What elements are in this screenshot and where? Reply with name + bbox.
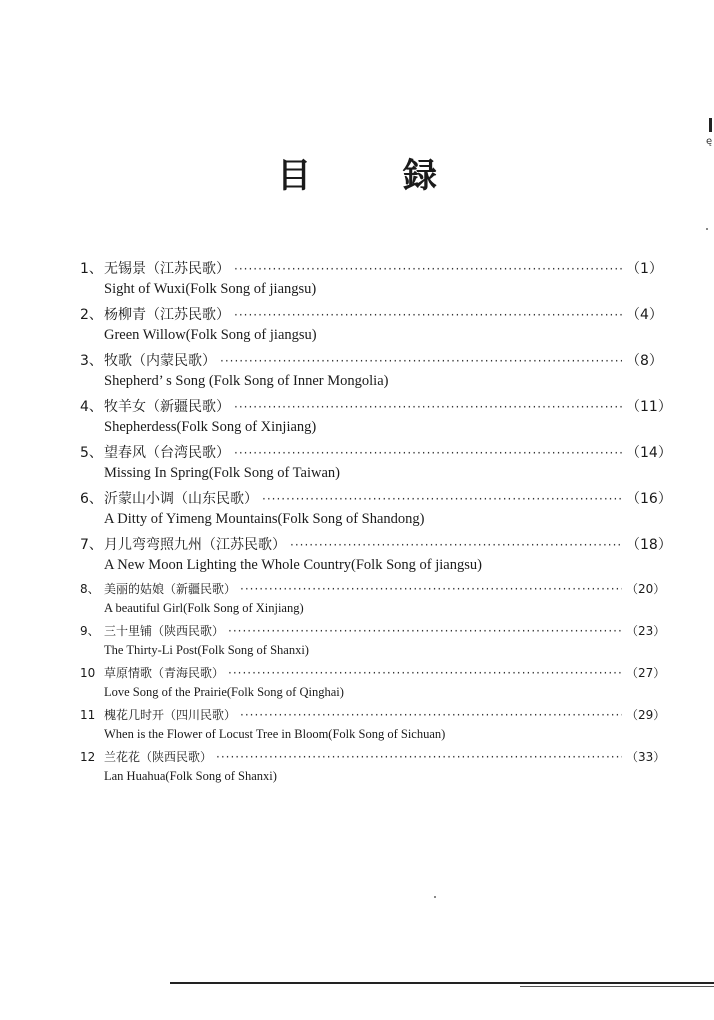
toc-entry bbox=[80, 258, 663, 304]
entry-number: 11 bbox=[80, 708, 96, 722]
toc-entry bbox=[80, 396, 672, 442]
entry-number: 7、 bbox=[80, 537, 103, 553]
toc-small-section bbox=[80, 580, 666, 790]
entry-page-number: （20） bbox=[626, 582, 666, 596]
scan-edge-mark bbox=[709, 118, 712, 132]
entry-page-number: （16） bbox=[626, 491, 672, 507]
dot-leader bbox=[262, 492, 622, 506]
entry-english-title: Love Song of the Prairie(Folk Song of Qinghai) bbox=[104, 685, 344, 699]
entry-page-number: （1） bbox=[626, 261, 663, 277]
scan-speck bbox=[434, 896, 436, 898]
entry-chinese-title: 槐花几时开（四川民歌） bbox=[104, 708, 237, 722]
entry-chinese-title: 无锡景（江苏民歌） bbox=[104, 261, 230, 277]
entry-english-title: A New Moon Lighting the Whole Country(Folk Song of jiangsu) bbox=[104, 557, 482, 573]
bottom-rule-shadow bbox=[520, 986, 714, 987]
entry-number: 5、 bbox=[80, 445, 103, 461]
entry-page-number: （14） bbox=[626, 445, 672, 461]
dot-leader bbox=[234, 400, 622, 414]
entry-chinese-title: 兰花花（陕西民歌） bbox=[104, 750, 213, 764]
entry-page-number: （11） bbox=[626, 399, 672, 415]
dot-leader bbox=[228, 666, 622, 680]
entry-chinese-title: 牧羊女（新疆民歌） bbox=[104, 399, 230, 415]
entry-english-title: Shepherdess(Folk Song of Xinjiang) bbox=[104, 419, 317, 435]
entry-chinese-title: 望春风（台湾民歌） bbox=[104, 445, 230, 461]
entry-english-title: Lan Huahua(Folk Song of Shanxi) bbox=[104, 769, 277, 783]
entry-chinese-title: 草原情歌（青海民歌） bbox=[104, 666, 225, 680]
entry-number: 3、 bbox=[80, 353, 103, 369]
entry-page-number: （27） bbox=[626, 666, 666, 680]
entry-chinese-title: 牧歌（内蒙民歌） bbox=[104, 353, 216, 369]
bottom-rule bbox=[170, 982, 714, 984]
entry-english-title: The Thirty-Li Post(Folk Song of Shanxi) bbox=[104, 643, 309, 657]
entry-page-number: （8） bbox=[626, 353, 663, 369]
dot-leader bbox=[220, 354, 622, 368]
entry-chinese-title: 杨柳青（江苏民歌） bbox=[104, 307, 230, 323]
toc-entry bbox=[80, 664, 666, 706]
table-of-contents bbox=[80, 258, 672, 790]
page-title: 目 録 bbox=[277, 156, 477, 196]
dot-leader bbox=[240, 708, 622, 722]
entry-number: 2、 bbox=[80, 307, 103, 323]
entry-page-number: （29） bbox=[626, 708, 666, 722]
entry-number: 6、 bbox=[80, 491, 103, 507]
entry-english-title: When is the Flower of Locust Tree in Bloom(Folk Song of Sichuan) bbox=[104, 727, 446, 741]
toc-entry bbox=[80, 488, 672, 534]
entry-page-number: （18） bbox=[626, 537, 672, 553]
toc-entry bbox=[80, 580, 666, 622]
entry-chinese-title: 美丽的姑娘（新疆民歌） bbox=[104, 582, 237, 596]
entry-page-number: （33） bbox=[626, 750, 666, 764]
entry-english-title: Missing In Spring(Folk Song of Taiwan) bbox=[104, 465, 340, 481]
scan-edge-glyph: ę bbox=[706, 136, 713, 147]
toc-entry bbox=[80, 622, 666, 664]
entry-number: 9、 bbox=[80, 624, 100, 638]
entry-number: 10 bbox=[80, 666, 96, 680]
entry-page-number: （4） bbox=[626, 307, 663, 323]
toc-entry bbox=[80, 706, 666, 748]
entry-english-title: A beautiful Girl(Folk Song of Xinjiang) bbox=[104, 601, 304, 615]
toc-entry bbox=[80, 304, 663, 350]
dot-leader bbox=[234, 446, 622, 460]
scan-speck bbox=[706, 228, 708, 230]
entry-number: 4、 bbox=[80, 399, 103, 415]
dot-leader bbox=[234, 308, 622, 322]
entry-english-title: A Ditty of Yimeng Mountains(Folk Song of Shandong) bbox=[104, 511, 425, 527]
entry-english-title: Green Willow(Folk Song of jiangsu) bbox=[104, 327, 317, 343]
toc-entry bbox=[80, 442, 672, 488]
entry-chinese-title: 月儿弯弯照九州（江苏民歌） bbox=[104, 537, 286, 553]
entry-chinese-title: 沂蒙山小调（山东民歌） bbox=[104, 491, 258, 507]
entry-number: 8、 bbox=[80, 582, 100, 596]
dot-leader bbox=[234, 262, 622, 276]
entry-page-number: （23） bbox=[626, 624, 666, 638]
entry-number: 12 bbox=[80, 750, 96, 764]
entry-english-title: Sight of Wuxi(Folk Song of jiangsu) bbox=[104, 281, 317, 297]
entry-number: 1、 bbox=[80, 261, 103, 277]
toc-entry bbox=[80, 748, 666, 790]
entry-english-title: Shepherd’ s Song (Folk Song of Inner Mongolia) bbox=[104, 373, 389, 389]
toc-entry bbox=[80, 350, 663, 396]
dot-leader bbox=[290, 538, 622, 552]
dot-leader bbox=[228, 624, 622, 638]
dot-leader bbox=[240, 582, 622, 596]
toc-entry bbox=[80, 534, 672, 580]
entry-chinese-title: 三十里铺（陕西民歌） bbox=[104, 624, 225, 638]
dot-leader bbox=[216, 750, 622, 764]
